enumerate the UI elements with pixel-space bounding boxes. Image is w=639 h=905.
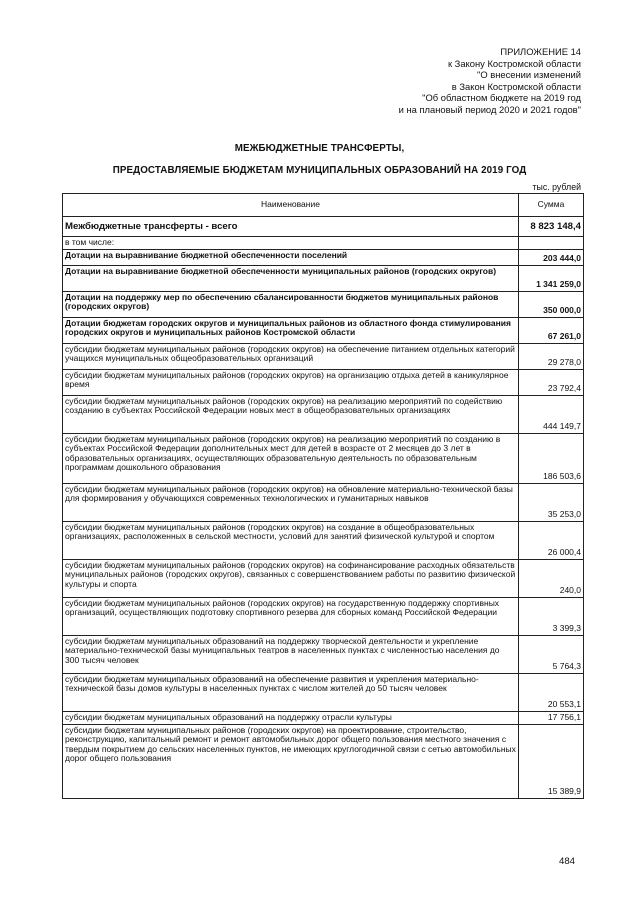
row-name: субсидии бюджетам муниципальных районов (городских округов) на реализацию мероприятий по содействию созданию в субъектах Российской Федерации новых мест в общеобразовательных организациях: [63, 395, 519, 433]
total-row: [63, 217, 584, 237]
row-sum: 203 444,0: [519, 249, 584, 265]
row-sum: 15 389,9: [519, 724, 584, 798]
table-row: [63, 249, 584, 265]
units-label: тыс. рублей: [532, 182, 581, 192]
row-sum: 29 278,0: [519, 343, 584, 369]
row-name: субсидии бюджетам муниципальных районов (городских округов) на создание в общеобразовательных организациях, расположенных в сельской местности, условий для занятий физической культурой и спортом: [63, 521, 519, 559]
header-line: в Закон Костромской области: [451, 80, 581, 92]
row-name: Дотации на выравнивание бюджетной обеспеченности поселений: [63, 249, 519, 265]
row-sum: 186 503,6: [519, 433, 584, 483]
row-name: субсидии бюджетам муниципальных районов (городских округов) на государственную поддержку спортивных организаций, осуществляющих подготовку спортивного резерва для сборных команд Российской Федерации: [63, 597, 519, 635]
header-line: "О внесении изменений: [477, 69, 581, 81]
row-sum: 23 792,4: [519, 369, 584, 395]
row-sum: 26 000,4: [519, 521, 584, 559]
subheader-row: [63, 237, 584, 250]
table-row: [63, 673, 584, 711]
table-row: [63, 559, 584, 597]
row-name: субсидии бюджетам муниципальных образований на поддержку творческой деятельности и укрепление материально-технической базы муниципальных театров в населенных пунктах с численностью населения до 300 тысяч человек: [63, 635, 519, 673]
row-sum: 3 399,3: [519, 597, 584, 635]
header-line: "Об областном бюджете на 2019 год: [422, 92, 581, 104]
column-header-name: Наименование: [63, 194, 519, 217]
row-name: субсидии бюджетам муниципальных районов (городских округов) на обновление материально-технической базы для формирования у обучающихся современных технологических и гуманитарных навыков: [63, 483, 519, 521]
transfers-table: [62, 193, 584, 799]
row-sum: 5 764,3: [519, 635, 584, 673]
row-name: Дотации бюджетам городских округов и муниципальных районов из областного фонда стимулирования городских округов и муниципальных районов Костромской области: [63, 317, 519, 343]
row-name: субсидии бюджетам муниципальных образований на обеспечение развития и укрепления материально-технической базы домов культуры в населенных пунктах с числом жителей до 50 тысяч человек: [63, 673, 519, 711]
table-header-row: [63, 194, 584, 217]
row-name: Дотации на выравнивание бюджетной обеспеченности муниципальных районов (городских округов): [63, 265, 519, 291]
empty-cell: [519, 237, 584, 250]
row-sum: 350 000,0: [519, 291, 584, 317]
row-sum: 1 341 259,0: [519, 265, 584, 291]
total-sum: 8 823 148,4: [519, 217, 584, 237]
table-row: [63, 433, 584, 483]
row-name: Дотации на поддержку мер по обеспечению сбалансированности бюджетов муниципальных районов (городских округов): [63, 291, 519, 317]
header-line: к Закону Костромской области: [447, 57, 581, 69]
document-header: [399, 46, 581, 116]
row-sum: 17 756,1: [519, 711, 584, 724]
table-row: [63, 369, 584, 395]
row-name: субсидии бюджетам муниципальных образований на поддержку отрасли культуры: [63, 711, 519, 724]
table-row: [63, 291, 584, 317]
page-number: 484: [559, 856, 576, 867]
row-name: субсидии бюджетам муниципальных районов (городских округов) на обеспечение питанием отдельных категорий учащихся муниципальных общеобразовательных организаций: [63, 343, 519, 369]
document-title-line-1: МЕЖБЮДЖЕТНЫЕ ТРАНСФЕРТЫ,: [234, 143, 405, 154]
row-name: субсидии бюджетам муниципальных районов (городских округов) на реализацию мероприятий по созданию в субъектах Российской Федерации дополнительных мест для детей в возрасте от 2 месяцев до 3 лет в образовательных организациях, осуществляющих образовательную деятельность по образовательным программам дошкольного образования: [63, 433, 519, 483]
total-name: Межбюджетные трансферты - всего: [63, 217, 519, 237]
header-line: ПРИЛОЖЕНИЕ 14: [500, 46, 581, 57]
row-name: субсидии бюджетам муниципальных районов (городских округов) на проектирование, строительство, реконструкцию, капитальный ремонт и ремонт автомобильных дорог общего пользования местного значения с твердым покрытием до сельских населенных пунктов, не имеющих круглогодичной связи с сетью автомобильных дорог общего пользования: [63, 724, 519, 798]
table-row: [63, 343, 584, 369]
document-title-line-2: ПРЕДОСТАВЛЯЕМЫЕ БЮДЖЕТАМ МУНИЦИПАЛЬНЫХ ОБРАЗОВАНИЙ НА 2019 ГОД: [112, 165, 527, 176]
table-row: [63, 521, 584, 559]
row-sum: 35 253,0: [519, 483, 584, 521]
row-name: субсидии бюджетам муниципальных районов (городских округов) на организацию отдыха детей в каникулярное время: [63, 369, 519, 395]
row-sum: 20 553,1: [519, 673, 584, 711]
column-header-sum: Сумма: [519, 194, 584, 217]
row-name: субсидии бюджетам муниципальных районов (городских округов) на софинансирование расходных обязательств муниципальных районов (городских округов), связанных с совершенствованием работы по развитию физической культуры и спорта: [63, 559, 519, 597]
table-row: [63, 483, 584, 521]
table-row: [63, 395, 584, 433]
table-row: [63, 597, 584, 635]
subheader-text: в том числе:: [63, 237, 519, 250]
row-sum: 67 261,0: [519, 317, 584, 343]
row-sum: 444 149,7: [519, 395, 584, 433]
table-row: [63, 265, 584, 291]
table-row: [63, 711, 584, 724]
table-row: [63, 317, 584, 343]
table-row: [63, 635, 584, 673]
header-line: и на плановый период 2020 и 2021 годов": [398, 103, 581, 115]
table-row: [63, 724, 584, 798]
row-sum: 240,0: [519, 559, 584, 597]
